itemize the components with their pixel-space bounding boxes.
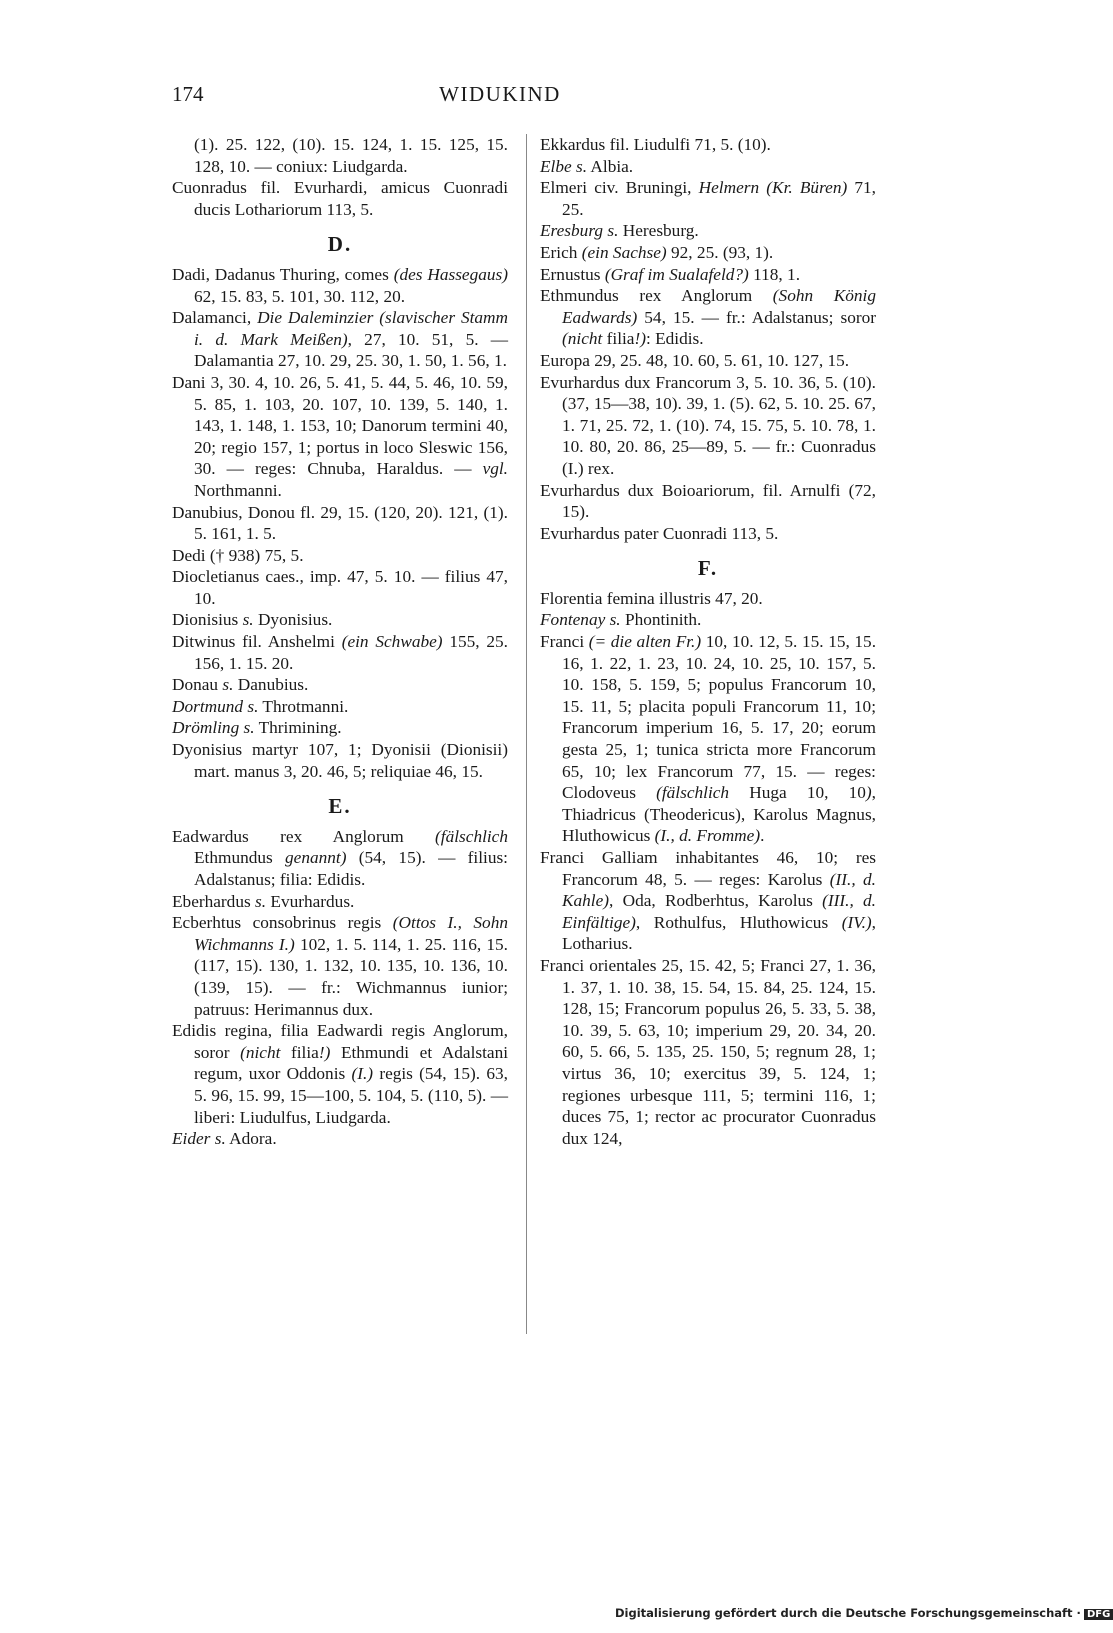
index-entry: Ernustus (Graf im Sualafeld?) 118, 1. [540,264,801,284]
index-entry: Elbe s. Albia. [540,156,634,176]
index-entry: Dalamanci, Die Daleminzier (slavischer Stamm i. d. Mark Meißen), 27, 10. 51, 5. — Dalamantia 27, 10. 29, 25. 30, 1. 50, 1. 56, 1. [172,308,508,371]
index-entry: Dyonisius martyr 107, 1; Dyonisii (Dionisii) mart. manus 3, 20. 46, 5; reliquiae 46, 15. [172,740,508,781]
index-entry: Dedi († 938) 75, 5. [172,545,304,565]
index-entry: Franci (= die alten Fr.) 10, 10. 12, 5. 15. 15, 15. 16, 1. 22, 1. 23, 10. 24, 10. 25, 10. 157, 5. 10. 158, 5. 159, 5; populus Francorum 10, 15. 11, 5; placita populi Francorum 11, 10; Francorum imperium 16, 5. 17, 20; eorum gesta 25, 1; tunica stricta more Francorum 65, 10; lex Francorum 77, 15. — reges: Clodoveus (fälschlich Huga 10, 10), Thiadricus (Theodericus), Karolus Magnus, Hluthowicus (I., d. Fromme). [540,632,877,846]
index-entry: Diocletianus caes., imp. 47, 5. 10. — filius 47, 10. [172,567,508,608]
index-entry: Franci orientales 25, 15. 42, 5; Franci 27, 1. 36, 1. 37, 1. 10. 38, 15. 54, 15. 84, 25. 124, 15. 128, 15; Francorum populus 26, 5. 33, 5. 38, 10. 39, 5. 63, 10; imperium 29, 20. 34, 20. 60, 5. 66, 5. 135, 25. 150, 5; regnum 28, 1; virtus 36, 10; exercitus 39, 5. 124, 1; regiones urbesque 111, 5; termini 116, 1; duces 75, 1; rector ac procurator Cuonradus dux 124, [540,955,876,1148]
footer-credit [615,1606,1111,1620]
index-entry: Eadwardus rex Anglorum (fälschlich Ethmundus genannt) (54, 15). — filius: Adalstanus; filia: Edidis. [172,826,508,889]
index-entry: Fontenay s. Phontinith. [540,610,702,630]
index-entry: Edidis regina, filia Eadwardi regis Anglorum, soror (nicht filia!) Ethmundi et Adalstani regum, uxor Oddonis (I.) regis (54, 15). 63, 5. 96, 15. 99, 15—100, 5. 104, 5. (110, 5). — liberi: Liudulfus, Liudgarda. [172,1021,509,1127]
page-number: 174 [172,82,204,106]
left-column [172,134,508,1150]
index-entry: Eresburg s. Heresburg. [540,221,699,241]
index-entry: Dionisius s. Dyonisius. [172,610,333,630]
running-title: WIDUKIND [439,82,561,106]
dfg-logo: DFG [1084,1609,1113,1620]
index-entry: Elmeri civ. Bruningi, Helmern (Kr. Büren) 71, 25. [540,178,876,219]
index-entry: Evurhardus dux Boioariorum, fil. Arnulfi (72, 15). [540,480,876,522]
index-entry: Dortmund s. Throtmanni. [172,696,349,716]
index-entry: Evurhardus dux Francorum 3, 5. 10. 36, 5. (10). (37, 15—38, 10). 39, 1. (5). 62, 5. 10. 25. 67, 1. 71, 25. 72, 1. (10). 74, 15. 75, 5. 10. 78, 1. 10. 80, 20. 86, 25—89, 5. — fr.: Cuonradus (I.) rex. [540,372,876,478]
column-divider [526,134,527,1334]
index-entry: (1). 25. 122, (10). 15. 124, 1. 15. 125, 15. 128, 10. — coniux: Liudgarda. [194,135,508,176]
index-entry: Danubius, Donou fl. 29, 15. (120, 20). 121, (1). 5. 161, 1. 5. [172,502,508,544]
right-column [540,134,876,1149]
index-entry: Drömling s. Thrimining. [172,718,342,738]
index-entry: Florentia femina illustris 47, 20. [540,588,763,608]
index-entry: Ecberhtus consobrinus regis (Ottos I., Sohn Wichmanns I.) 102, 1. 5. 114, 1. 25. 116, 15. (117, 15). 130, 1. 132, 10. 135, 10. 136, 10. (139, 15). — fr.: Wichmannus iunior; patruus: Herimannus dux. [172,913,508,1019]
index-entry: Evurhardus pater Cuonradi 113, 5. [540,523,779,543]
index-entry: Donau s. Danubius. [172,675,309,695]
index-entry: Franci Galliam inhabitantes 46, 10; res Francorum 48, 5. — reges: Karolus (II., d. Kahle), Oda, Rodberhtus, Karolus (III., d. Einfältige), Rothulfus, Hluthowicus (IV.), Lotharius. [540,848,877,954]
section-letter-heading: F. [697,556,719,581]
index-entry: Europa 29, 25. 48, 10. 60, 5. 61, 10. 127, 15. [540,350,850,370]
footer-credit-text: Digitalisierung gefördert durch die Deutsche Forschungsgemeinschaft · [615,1606,1081,1620]
index-entry: Ethmundus rex Anglorum (Sohn König Eadwards) 54, 15. — fr.: Adalstanus; soror (nicht filia!): Edidis. [540,286,877,349]
index-entry: Dadi, Dadanus Thuring, comes (des Hassegaus) 62, 15. 83, 5. 101, 30. 112, 20. [172,264,508,306]
section-letter-heading: E. [328,794,352,819]
index-entry: Eberhardus s. Evurhardus. [172,891,355,911]
index-entry: Eider s. Adora. [172,1129,277,1149]
index-entry: Ditwinus fil. Anshelmi (ein Schwabe) 155, 25. 156, 1. 15. 20. [172,632,509,673]
index-entry: Erich (ein Sachse) 92, 25. (93, 1). [540,242,774,262]
index-entry: Ekkardus fil. Liudulfi 71, 5. (10). [540,135,771,154]
section-letter-heading: D. [327,232,353,257]
index-entry: Dani 3, 30. 4, 10. 26, 5. 41, 5. 44, 5. 46, 10. 59, 5. 85, 1. 103, 20. 107, 10. 139, 5. 140, 1. 143, 1. 148, 1. 153, 10; Danorum termini 40, 20; regio 157, 1; portus in loco Sleswic 156, 30. — reges: Chnuba, Haraldus. — vgl. Northmanni. [172,372,508,500]
index-entry: Cuonradus fil. Evurhardi, amicus Cuonradi ducis Lothariorum 113, 5. [172,178,508,219]
